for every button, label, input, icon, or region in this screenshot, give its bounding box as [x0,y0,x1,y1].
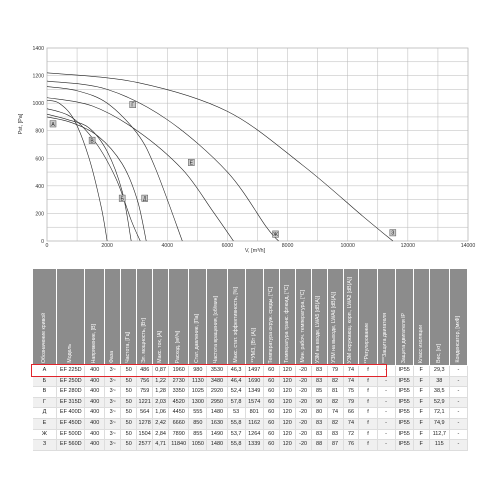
table-cell: F [413,408,429,419]
table-cell: EF 315D [57,397,85,408]
column-header-label: Защита двигателя IP [400,312,407,363]
table-cell: 60 [263,397,279,408]
table-cell: 3480 [207,376,227,387]
table-cell: 50 [121,387,137,398]
table-cell: 82 [327,418,343,429]
column-header-label: Макс. стат. эффективность, [%] [232,287,239,363]
column-header-label: УЗМ на входе, LWA5 [dB(A)] [315,295,322,363]
y-tick-label: 200 [35,211,44,218]
table-cell: 1221 [137,397,153,408]
fan-specs-table-wrapper [32,268,468,451]
table-cell: -20 [295,366,311,377]
table-cell: 81 [327,387,343,398]
table-cell: 4,71 [153,440,169,451]
table-cell: 79 [327,366,343,377]
table-cell: Г [33,397,57,408]
table-cell: 564 [137,408,153,419]
curve-marker-label: Д [143,196,147,203]
table-cell: IP55 [395,376,413,387]
fan-curve-Г [47,87,182,241]
x-tick-label: 10000 [340,243,355,249]
table-cell: 53,7 [227,429,245,440]
table-cell: Ж [33,429,57,440]
column-header-label: Эл. мощность, [Вт] [141,317,148,363]
table-row [33,408,468,419]
table-cell: 60 [263,418,279,429]
column-header-label: Конденсатор, [мкФ] [454,316,461,363]
column-header [279,269,295,366]
x-tick-label: 4000 [161,243,174,249]
table-cell: 120 [279,366,295,377]
table-cell: 6660 [169,418,189,429]
table-cell: 400 [85,408,105,419]
table-cell: 400 [85,366,105,377]
table-cell: EF 450D [57,418,85,429]
table-cell: 2920 [207,387,227,398]
table-cell: 400 [85,387,105,398]
column-header-label: Частота вращения, [об/мин] [213,295,220,363]
column-header-label: Стат. давление, [Па] [194,313,201,363]
column-header-label: Класс изоляции [417,324,424,363]
table-cell: 53 [227,408,245,419]
table-cell: 46,3 [227,366,245,377]
table-header-row [33,269,468,366]
table-cell: - [377,440,395,451]
table-cell: 555 [189,408,207,419]
table-cell: - [377,429,395,440]
column-header-label: УЗМ на выходе, LWA6 [dB(A)] [331,292,338,363]
y-axis-label: Pst, [Pa] [18,113,24,135]
y-tick-label: 800 [35,128,44,135]
column-header-label: Фаза [109,350,116,363]
table-cell: 3~ [105,387,121,398]
table-cell: - [377,376,395,387]
table-cell: 50 [121,376,137,387]
table-cell: - [449,429,467,440]
table-cell: 74 [343,376,359,387]
table-cell: 11840 [169,440,189,451]
x-tick-label: 2000 [101,243,113,249]
table-cell: -20 [295,440,311,451]
table-row [33,429,468,440]
table-cell: 2,03 [153,397,169,408]
chart-curves [47,73,393,241]
curve-marker-label: Г [131,102,135,109]
table-cell: 1,28 [153,387,169,398]
column-header [57,269,85,366]
table-cell: 1339 [245,440,263,451]
table-cell: 3~ [105,418,121,429]
table-cell: F [413,440,429,451]
column-header [377,269,395,366]
table-cell: 74 [343,366,359,377]
table-cell: f [359,440,377,451]
column-header-label: Вес, [кг] [435,344,442,363]
table-cell: EF 500D [57,429,85,440]
table-body [33,366,468,451]
column-header-label: **УМЗ, [Вт (А)] [250,328,257,363]
table-cell: -20 [295,429,311,440]
table-cell: 1278 [137,418,153,429]
table-cell: 1162 [245,418,263,429]
table-cell: 72 [343,429,359,440]
table-cell: - [449,397,467,408]
column-header-label: Макс. ток, [A] [157,331,164,363]
table-cell: - [377,366,395,377]
table-cell: 3~ [105,408,121,419]
table-cell: 74 [343,418,359,429]
table-cell: 52,9 [429,397,449,408]
table-cell: 3350 [169,387,189,398]
table-cell: 55,8 [227,440,245,451]
table-cell: 1574 [245,397,263,408]
table-cell: - [449,440,467,451]
table-cell: - [449,387,467,398]
fan-curve-В [47,114,131,241]
table-cell: 80 [311,408,327,419]
table-cell: 3~ [105,440,121,451]
table-cell: 1497 [245,366,263,377]
table-cell: EF 280D [57,387,85,398]
x-axis-label: V, [m³/h] [244,248,266,254]
table-cell: 1630 [207,418,227,429]
table-cell: 38 [429,376,449,387]
table-cell: 60 [263,387,279,398]
table-cell: - [449,418,467,429]
table-cell: 1349 [245,387,263,398]
table-cell: 2730 [169,376,189,387]
table-cell: 1130 [189,376,207,387]
table-cell: 980 [189,366,207,377]
table-cell: 759 [137,387,153,398]
table-cell: Б [33,376,57,387]
table-cell: 76 [343,440,359,451]
table-cell: 60 [263,376,279,387]
table-cell: 400 [85,440,105,451]
table-cell: 120 [279,418,295,429]
table-cell: f [359,387,377,398]
y-tick-label: 1000 [32,101,44,108]
fan-specs-table [32,268,468,451]
column-header-label: Мин. рабоч. температура, [°C] [299,290,306,363]
table-cell: f [359,418,377,429]
table-cell: 400 [85,397,105,408]
table-cell: - [377,408,395,419]
x-tick-label: 8000 [281,243,294,249]
column-header [295,269,311,366]
table-cell: 74 [327,408,343,419]
table-cell: -20 [295,376,311,387]
table-cell: 75 [343,387,359,398]
table-cell: 1960 [169,366,189,377]
table-cell: -20 [295,408,311,419]
column-header [85,269,105,366]
table-cell: 57,8 [227,397,245,408]
column-header [245,269,263,366]
table-cell: -20 [295,418,311,429]
table-cell: - [449,408,467,419]
table-cell: 1480 [207,440,227,451]
column-header-label: Температура транс. флюид, [°C] [283,285,290,363]
table-cell: 2,84 [153,429,169,440]
table-cell: 112,7 [429,429,449,440]
column-header [207,269,227,366]
table-cell: 87 [327,440,343,451]
y-tick-label: 600 [35,156,44,163]
column-header [153,269,169,366]
column-header-label: Температура окруж. среды, [°C] [267,286,274,363]
y-tick-label: 0 [41,239,44,245]
column-header-label: **Регулирование [364,322,371,363]
column-header [327,269,343,366]
table-cell: - [377,397,395,408]
table-cell: 50 [121,397,137,408]
table-cell: 756 [137,376,153,387]
column-header [311,269,327,366]
table-cell: 82 [327,397,343,408]
table-cell: 50 [121,418,137,429]
table-cell: IP55 [395,408,413,419]
table-cell: - [449,376,467,387]
table-row [33,387,468,398]
column-header [449,269,467,366]
table-cell: - [449,366,467,377]
column-header [137,269,153,366]
x-tick-label: 14000 [460,243,476,249]
table-cell: 60 [263,366,279,377]
table-cell: 1504 [137,429,153,440]
column-header [33,269,57,366]
table-cell: IP55 [395,429,413,440]
curve-marker-label: З [391,230,395,237]
table-cell: 486 [137,366,153,377]
x-tick-label: 0 [45,243,49,249]
table-cell: 120 [279,387,295,398]
table-cell: 1690 [245,376,263,387]
table-cell: 52,4 [227,387,245,398]
table-cell: 1480 [207,408,227,419]
table-cell: A [33,366,57,377]
fan-curve-Ж [47,81,279,241]
table-cell: 83 [311,418,327,429]
curve-marker-label: В [90,138,94,145]
column-header [121,269,137,366]
table-cell: IP55 [395,397,413,408]
y-tick-label: 1400 [32,46,44,52]
table-cell: 3~ [105,397,121,408]
table-cell: 120 [279,440,295,451]
table-cell: 85 [311,387,327,398]
table-cell: 3~ [105,429,121,440]
column-header-label: ***Защита двигателя [382,313,389,363]
table-row [33,366,468,377]
column-header [189,269,207,366]
table-cell: EF 250D [57,376,85,387]
table-cell: EF 225D [57,366,85,377]
table-cell: 50 [121,429,137,440]
table-cell: 400 [85,418,105,429]
y-tick-label: 400 [35,183,44,190]
table-cell: Д [33,408,57,419]
curve-marker-label: Е [189,160,194,167]
table-cell: 2950 [207,397,227,408]
table-cell: - [377,387,395,398]
table-cell: 29,3 [429,366,449,377]
table-cell: 1490 [207,429,227,440]
chart-grid [47,48,468,241]
table-cell: F [413,366,429,377]
table-cell: 1050 [189,440,207,451]
table-cell: 66 [343,408,359,419]
table-cell: 855 [189,429,207,440]
table-cell: -20 [295,397,311,408]
table-cell: 850 [189,418,207,429]
column-header [413,269,429,366]
table-cell: IP55 [395,387,413,398]
table-cell: 38,5 [429,387,449,398]
x-tick-label: 6000 [221,243,234,249]
table-cell: f [359,376,377,387]
y-tick-label: 1200 [32,73,44,80]
table-cell: 2577 [137,440,153,451]
table-cell: F [413,376,429,387]
table-cell: 4450 [169,408,189,419]
table-cell: f [359,429,377,440]
column-header [359,269,377,366]
column-header [227,269,245,366]
table-cell: 3~ [105,366,121,377]
table-cell: F [413,397,429,408]
table-cell: EF 400D [57,408,85,419]
table-cell: 74,9 [429,418,449,429]
table-cell: F [413,387,429,398]
table-cell: 7890 [169,429,189,440]
table-cell: 60 [263,429,279,440]
column-header-label: Обозначение кривой [41,312,48,363]
table-cell: 801 [245,408,263,419]
table-cell: 50 [121,408,137,419]
table-cell: 90 [311,397,327,408]
fan-curve-Е [47,98,233,241]
table-cell: IP55 [395,366,413,377]
table-cell: -20 [295,387,311,398]
table-row [33,418,468,429]
table-cell: 2,42 [153,418,169,429]
table-cell: 83 [311,429,327,440]
table-cell: 120 [279,408,295,419]
fan-curve-З [47,73,393,241]
table-cell: 82 [327,376,343,387]
column-header-label: Напряжение, [В] [91,323,98,363]
table-cell: 400 [85,429,105,440]
column-header [263,269,279,366]
column-header [429,269,449,366]
table-cell: 3530 [207,366,227,377]
table-cell: f [359,366,377,377]
table-cell: f [359,397,377,408]
table-row [33,440,468,451]
table-cell: IP55 [395,440,413,451]
table-cell: 72,1 [429,408,449,419]
table-cell: F [413,418,429,429]
table-cell: 3~ [105,376,121,387]
column-header-label: Расход, [м³/ч] [175,330,182,363]
table-cell: 55,8 [227,418,245,429]
column-header [343,269,359,366]
column-header-label: Частота, [Гц] [125,332,132,363]
table-cell: 4520 [169,397,189,408]
table-cell: 120 [279,429,295,440]
table-cell: 1300 [189,397,207,408]
curve-marker-label: Б [120,196,124,203]
table-cell: 83 [311,376,327,387]
table-cell: 120 [279,376,295,387]
table-cell: 46,4 [227,376,245,387]
table-cell: - [377,418,395,429]
table-cell: 115 [429,440,449,451]
table-row [33,397,468,408]
column-header-label: Модель [67,344,74,363]
table-cell: В [33,387,57,398]
curve-marker-label: A [51,121,55,128]
table-cell: 60 [263,408,279,419]
table-cell: 1264 [245,429,263,440]
table-cell: 400 [85,376,105,387]
table-cell: Е [33,418,57,429]
table-cell: 50 [121,366,137,377]
table-cell: 120 [279,397,295,408]
curve-marker-label: Ж [273,232,278,239]
table-cell: 1,06 [153,408,169,419]
table-cell: 83 [311,366,327,377]
table-cell: 60 [263,440,279,451]
table-cell: IP55 [395,418,413,429]
x-tick-label: 12000 [400,243,416,249]
table-cell: 83 [327,429,343,440]
table-cell: 88 [311,440,327,451]
table-cell: 0,87 [153,366,169,377]
table-cell: З [33,440,57,451]
table-cell: 79 [343,397,359,408]
table-cell: F [413,429,429,440]
column-header [105,269,121,366]
table-cell: f [359,408,377,419]
table-row [33,376,468,387]
table-cell: 1025 [189,387,207,398]
column-header [395,269,413,366]
column-header-label: УЗМ окружающ. корп., LWA2 [dB(A)] [347,276,354,363]
chart-curve-markers [50,101,396,238]
table-cell: 50 [121,440,137,451]
table-cell: EF 560D [57,440,85,451]
table-cell: 1,22 [153,376,169,387]
column-header [169,269,189,366]
